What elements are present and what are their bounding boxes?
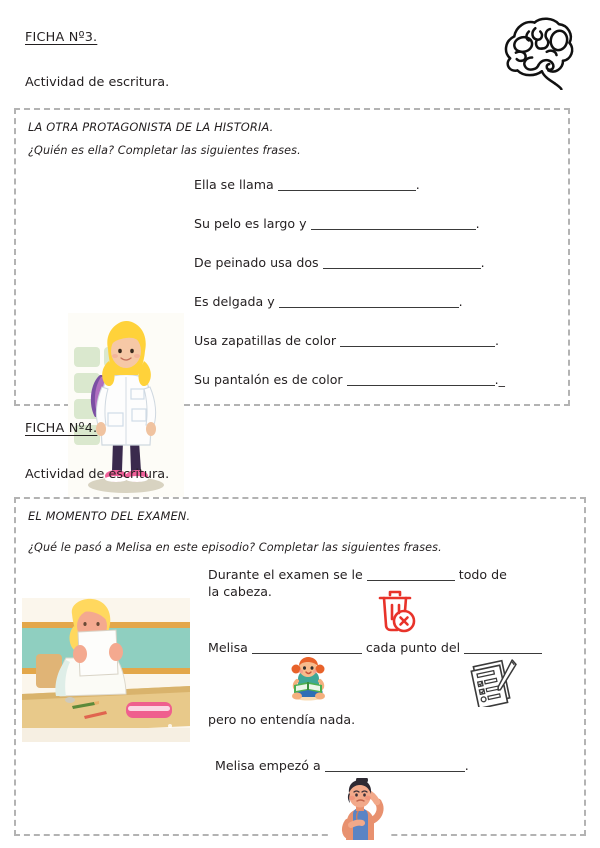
fill-sentence-6 — [194, 371, 505, 388]
ficha-title-3: FICHA Nº3. — [25, 30, 98, 45]
blank-line[interactable] — [325, 760, 465, 772]
worried-woman-icon — [331, 778, 389, 840]
blank-line[interactable] — [340, 335, 495, 347]
sentence-text: Es delgada y — [194, 294, 279, 309]
blank-line[interactable] — [323, 257, 481, 269]
fill-sentence-1 — [194, 176, 420, 193]
activity-label-4: Actividad de escritura. — [25, 467, 170, 482]
sentence-text: Su pantalón es de color — [194, 372, 347, 387]
box-heading-3: LA OTRA PROTAGONISTA DE LA HISTORIA. — [28, 120, 274, 134]
fill-sentence-4 — [194, 293, 463, 310]
sentence-tail: . — [475, 216, 480, 231]
fill-sentence-7 — [208, 566, 508, 600]
sentence-tail: ._ — [494, 372, 505, 387]
sentence-text: Su pelo es largo y — [194, 216, 311, 231]
sentence-text: Durante el examen se le — [208, 567, 367, 582]
child-reading-book-icon — [285, 657, 331, 703]
exam-checklist-pencil-icon — [466, 657, 520, 707]
blank-line[interactable] — [252, 642, 362, 654]
sentence-tail: . — [458, 294, 463, 309]
sentence-text: Melisa — [208, 640, 252, 655]
task-box-ficha-3 — [14, 108, 570, 406]
blank-line[interactable] — [347, 374, 495, 386]
delete-trash-icon — [374, 589, 416, 635]
sentence-tail: . — [415, 177, 420, 192]
fill-sentence-9: pero no entendía nada. — [208, 712, 356, 727]
box-heading-4: EL MOMENTO DEL EXAMEN. — [28, 509, 191, 523]
sentence-tail: . — [480, 255, 485, 270]
activity-label-3: Actividad de escritura. — [25, 75, 170, 90]
fill-sentence-10 — [215, 757, 469, 774]
sentence-text: De peinado usa dos — [194, 255, 323, 270]
blank-line[interactable] — [311, 218, 476, 230]
sentence-tail: todo de la cabeza. — [208, 567, 507, 599]
blank-line[interactable] — [278, 179, 416, 191]
box-question-3: ¿Quién es ella? Completar las siguientes frases. — [28, 144, 301, 157]
blank-line[interactable] — [367, 569, 455, 581]
sentence-text: Melisa empezó a — [215, 758, 325, 773]
brain-doodle-icon — [496, 12, 578, 90]
sentence-text: Usa zapatillas de color — [194, 333, 341, 348]
sentence-mid: cada punto del — [361, 640, 465, 655]
sentence-text: Ella se llama — [194, 177, 278, 192]
fill-sentence-2 — [194, 215, 480, 232]
sentence-tail: . — [495, 333, 500, 348]
blank-line[interactable] — [464, 642, 542, 654]
blank-line[interactable] — [279, 296, 459, 308]
ficha-title-4: FICHA Nº4. — [25, 421, 98, 436]
fill-sentence-3 — [194, 254, 485, 271]
box-question-4: ¿Qué le pasó a Melisa en este episodio? Completar las siguientes frases. — [28, 541, 442, 554]
fill-sentence-5 — [194, 332, 499, 349]
sentence-tail: . — [464, 758, 469, 773]
girl-reading-exam-at-desk-illustration — [22, 598, 190, 742]
fill-sentence-8 — [208, 639, 542, 656]
